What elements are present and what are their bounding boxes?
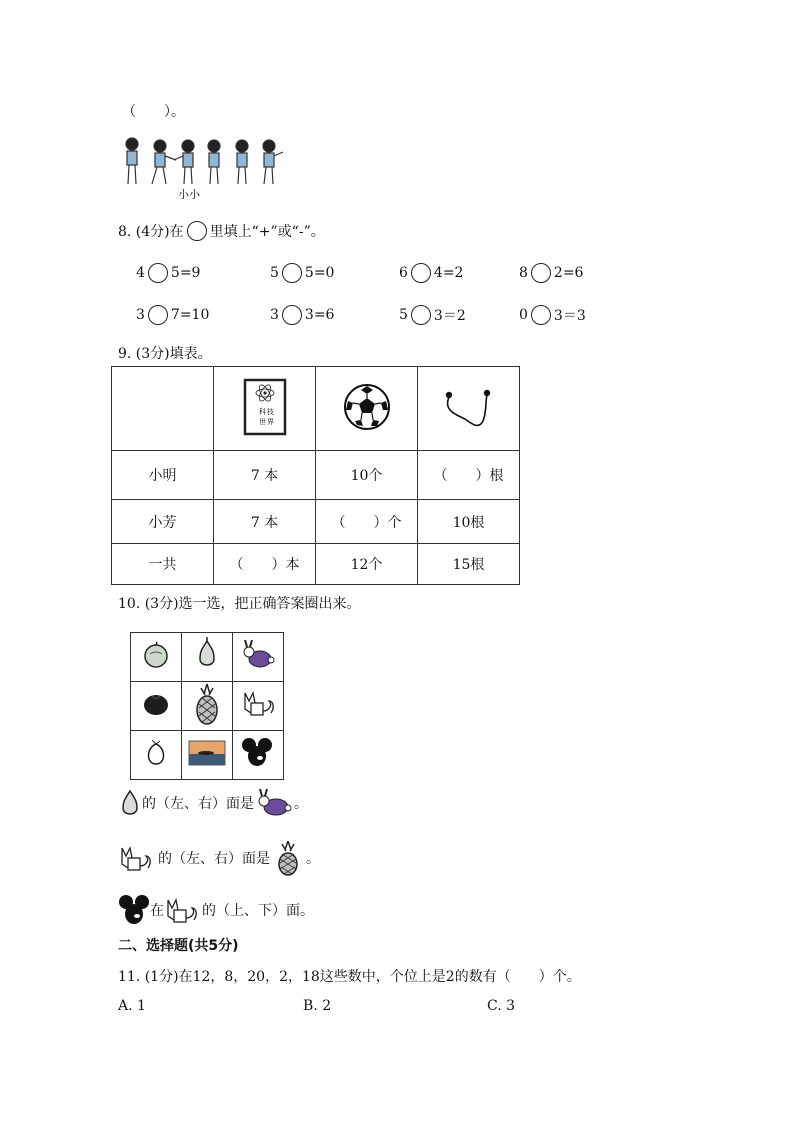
header-book-cell bbox=[214, 367, 316, 451]
rope-count[interactable]: （ ）根 bbox=[418, 451, 520, 500]
answer-circle[interactable] bbox=[148, 263, 168, 283]
sentence-text: 的（上、下）面。 bbox=[202, 903, 314, 919]
operand: 0 bbox=[519, 307, 528, 323]
girls-illustration bbox=[122, 134, 292, 194]
fox-icon bbox=[239, 687, 277, 721]
answer-circle[interactable] bbox=[282, 305, 302, 325]
answer-circle[interactable] bbox=[531, 263, 551, 283]
book-char: 技 bbox=[266, 407, 274, 416]
grid-cell bbox=[182, 633, 233, 682]
position-grid bbox=[130, 632, 284, 780]
q8-item bbox=[399, 305, 466, 325]
book-count[interactable]: （ ）本 bbox=[214, 544, 316, 585]
grid-cell bbox=[131, 633, 182, 682]
pineapple-icon bbox=[270, 839, 306, 877]
header-empty-cell bbox=[112, 367, 214, 451]
ball-count: 12个 bbox=[316, 544, 418, 585]
pear-icon bbox=[192, 637, 222, 673]
operand: 3 bbox=[270, 307, 279, 323]
ball-count: 10个 bbox=[316, 451, 418, 500]
equation-rest: 4=2 bbox=[433, 265, 464, 281]
sentence-text: 在 bbox=[150, 903, 164, 919]
option-a[interactable]: A. 1 bbox=[118, 998, 146, 1014]
grid-cell bbox=[131, 682, 182, 731]
equation-rest: 3＝3 bbox=[553, 308, 586, 324]
header-ball-cell bbox=[316, 367, 418, 451]
circle-icon bbox=[187, 221, 207, 241]
q8-suffix: 里填上“+”或“-”。 bbox=[209, 224, 325, 240]
row-name: 小明 bbox=[112, 451, 214, 500]
grid-cell bbox=[233, 731, 284, 780]
rabbit-icon bbox=[254, 787, 294, 819]
q9-title: 9. (3分)填表。 bbox=[118, 346, 212, 362]
q8-item bbox=[519, 305, 586, 325]
equation-rest: 7=10 bbox=[170, 307, 210, 323]
section-heading: 二、选择题(共5分) bbox=[118, 938, 239, 954]
jump-rope-icon bbox=[439, 381, 499, 433]
fox-icon bbox=[118, 843, 158, 873]
book-char: 界 bbox=[266, 417, 274, 426]
operand: 3 bbox=[136, 307, 145, 323]
book-count: 7 本 bbox=[214, 451, 316, 500]
sentence-text: 的（左、右）面是 bbox=[158, 851, 270, 867]
apple-icon bbox=[141, 640, 171, 670]
q8-item bbox=[270, 305, 334, 325]
q8-item bbox=[136, 305, 209, 325]
q10-sentence-3 bbox=[118, 893, 314, 927]
book-char: 世 bbox=[258, 417, 266, 426]
sentence-end: 。 bbox=[294, 796, 308, 812]
row-name: 小芳 bbox=[112, 500, 214, 544]
sentence-end: 。 bbox=[306, 851, 320, 867]
equation-rest: 5=9 bbox=[170, 265, 201, 281]
q11-question: 11. (1分)在12，8，20，2，18这些数中，个位上是2的数有（ ）个。 bbox=[118, 969, 581, 985]
landscape-picture-icon bbox=[188, 740, 226, 766]
answer-circle[interactable] bbox=[531, 305, 551, 325]
row-name: 一共 bbox=[112, 544, 214, 585]
q10-sentence-1 bbox=[118, 788, 308, 818]
mouse-icon bbox=[241, 736, 275, 770]
rope-count: 15根 bbox=[418, 544, 520, 585]
operand: 5 bbox=[399, 307, 408, 323]
operand: 6 bbox=[399, 265, 408, 281]
q7-answer-blank: （ ）。 bbox=[122, 104, 185, 120]
ball-count[interactable]: （ ）个 bbox=[316, 500, 418, 544]
fox-icon bbox=[164, 895, 202, 925]
equation-rest: 3＝2 bbox=[433, 308, 466, 324]
rope-count: 10根 bbox=[418, 500, 520, 544]
q10-title: 10. (3分)选一选，把正确答案圈出来。 bbox=[118, 596, 361, 612]
answer-circle[interactable] bbox=[411, 305, 431, 325]
mouse-icon bbox=[118, 894, 150, 926]
q8-item bbox=[136, 263, 200, 283]
tomato-icon bbox=[141, 689, 171, 719]
grid-cell bbox=[182, 682, 233, 731]
book-count: 7 本 bbox=[214, 500, 316, 544]
q8-item bbox=[519, 263, 583, 283]
operand: 4 bbox=[136, 265, 145, 281]
q8-item bbox=[399, 263, 463, 283]
grid-cell bbox=[131, 731, 182, 780]
pear-icon bbox=[118, 788, 142, 818]
sentence-text: 的（左、右）面是 bbox=[142, 796, 254, 812]
pineapple-icon bbox=[192, 682, 222, 726]
book-icon bbox=[243, 378, 287, 436]
grid-cell bbox=[233, 633, 284, 682]
option-c[interactable]: C. 3 bbox=[487, 998, 516, 1014]
equation-rest: 5=0 bbox=[304, 265, 335, 281]
answer-circle[interactable] bbox=[411, 263, 431, 283]
operand: 5 bbox=[270, 265, 279, 281]
q10-sentence-2 bbox=[118, 840, 320, 876]
rabbit-icon bbox=[239, 638, 277, 672]
operand: 8 bbox=[519, 265, 528, 281]
grid-cell bbox=[182, 731, 233, 780]
q8-question bbox=[118, 221, 325, 241]
q8-item bbox=[270, 263, 334, 283]
soccer-ball-icon bbox=[343, 383, 391, 431]
option-b[interactable]: B. 2 bbox=[303, 998, 332, 1014]
girl-label: 小小 bbox=[178, 188, 200, 201]
equation-rest: 3=6 bbox=[304, 307, 335, 323]
grid-cell bbox=[233, 682, 284, 731]
answer-circle[interactable] bbox=[148, 305, 168, 325]
peach-icon bbox=[141, 738, 171, 768]
q8-prefix: 8. (4分)在 bbox=[118, 224, 184, 240]
equation-rest: 2=6 bbox=[553, 265, 584, 281]
header-rope-cell bbox=[418, 367, 520, 451]
fill-table bbox=[111, 366, 520, 585]
book-char: 科 bbox=[258, 407, 266, 416]
answer-circle[interactable] bbox=[282, 263, 302, 283]
